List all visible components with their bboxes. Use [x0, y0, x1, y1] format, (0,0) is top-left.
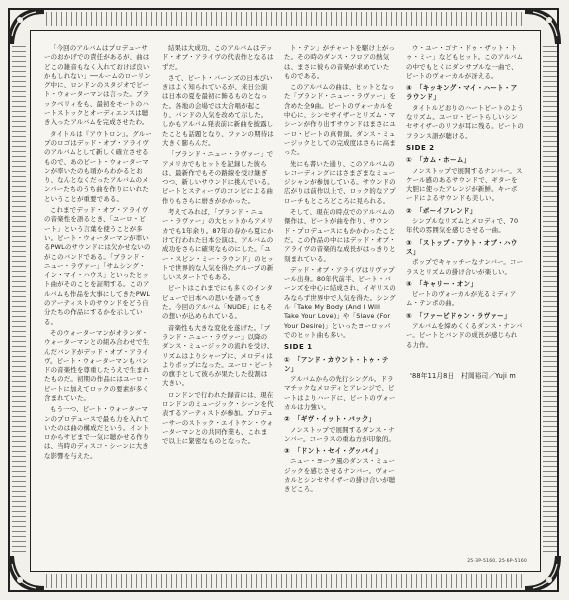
paragraph: ウ・ユー・ゴナ・ドゥ・ザット・トゥ・ミー」などもヒット。このアルバムの中でもとくにダンサブルな一曲で、ピートのヴォーカルが冴える。	[406, 44, 524, 80]
track-title: 「ボーイフレンド」	[416, 206, 477, 215]
paragraph: 結果は大成功、このアルバムはデッド・オブ・アライヴの代表作となるはずだ。	[162, 44, 274, 71]
paragraph: このアルバムの曲は、ヒットとなった「ブランド・ニュー・ラヴァー」を含めた全9曲。ピートのヴォーカルを中心に、シンセサイザーとリズム・マシーンが作り出すサウンドはまさにユーロ・ビートの真骨頂。ダンス・ミュージックとしての完成度はさらに高まった。	[284, 83, 396, 157]
liner-notes-body	[44, 44, 524, 554]
paragraph: 「今回のアルバムはプロデューサーのおかげでの責任があるが、曲はどこの雑音もなく入れておけば良いかもしれない」──ルームのローリング中に、ロンドンのスタジオでピート・ウォーターマンは言った。ブラックベリィをも、最初をモートのハートストックとオーディエンスは聴き入ったアルバムを完成させたわ。	[44, 44, 151, 127]
track-title: 「キッキング・マイ・ハート・アラウンド」	[406, 84, 518, 102]
track-number: ②	[284, 415, 290, 424]
track-entry	[406, 312, 524, 350]
paragraph: 「ブランド・ニュー・ラヴァー」でアメリカでもヒットを記録した彼らは、最新作でもその路線を受け継ぎつつ、新しいサウンドに挑んでいる。ピートとスティーヴのコンビによる曲作りもさらに磨きがかかった。	[162, 150, 274, 205]
track-note: ポップでキャッチーなナンバー。コーラスとリズムの掛け合いが楽しい。	[406, 258, 524, 276]
track-title: 「キャリー・オン」	[416, 279, 478, 288]
side-1-heading: SIDE 1	[284, 343, 313, 352]
paragraph: 音楽性も大きな変化を遂げた。「ブランド・ニュー・ラヴァー」以降のダンス・ミュージックの流れを受け、リズムはよりシャープに、メロディはよりポップになった。ユーロ・ビートの旗手として彼らが果たした役割は大きい。	[162, 323, 274, 388]
track-number: ①	[406, 156, 412, 165]
track-entry	[284, 447, 396, 494]
track-entry	[406, 207, 524, 236]
text-column-2	[162, 44, 274, 448]
author-signature: '88年11月8日 村岡裕司／Yuji m	[410, 371, 516, 380]
track-note: ノンストップで展開するダンス・ナンバー。コーラスの重ね方が印象的。	[284, 425, 396, 443]
paragraph: デッド・オブ・アライヴはリヴァプール出身。80年代前半、ピート・バーンズを中心に結成され、イギリスのみならず世界中で人気を得た。シングル「Take My Body (And I Will Take Your Love)」や「Slave (For Your Desire)」といったヨーロッパでのヒット曲も多い。	[284, 265, 396, 339]
track-note: ピートのヴォーカルが光るミディアム・テンポの曲。	[406, 290, 517, 308]
track-note: タイトルどおりのハートビートのようなリズム。ユーロ・ビートらしいシンセサイザーのリフが耳に残る。ピートのフランス語が聴ける。	[406, 103, 524, 140]
paragraph: 先にも書いた通り、このアルバムのレコーディングにはさまざまなミュージシャンが参加している。サウンドの広がりは前作以上で、ロック的なアプローチもところどころに見られる。	[284, 159, 396, 205]
track-title: 「ストップ・アウト・オブ・ハウス」	[406, 238, 518, 256]
track-entry	[284, 415, 396, 444]
track-note: ノンストップで展開するナンバー。スケール感のあるサウンドで、ギターを大胆に使ったアレンジが新鮮。キーボードによるサウンドも美しい。	[406, 166, 523, 203]
paragraph: タイトルは『アウトロン』。グループのロゴはデッド・オブ・アライヴのアルバムとして新しく確立させるもので、あのピート・ウォーターマンが率いたのも頃からわかるとおり、なんとなくだったアルバムのメンバーたちのうち曲を作りにいれたということが重要である。	[44, 129, 152, 203]
paragraph: そのウォーターマンがオランダ・ウォーターマンとの組み合わせで生んだバンドがデッド・オブ・アライヴ。ピート・ウォーターマンもバンドの音楽性を尊重したうえで生まれたものだ。初期の作品にはユーロ・ビートに加えてロックの要素が多く含まれていた。	[44, 328, 150, 402]
track-number: ③	[284, 447, 290, 456]
track-note: シンプルなリズムとメロディで、70年代の雰囲気を感じさせる一曲。	[406, 217, 519, 235]
track-title: 「ドント・セイ・グッバイ」	[294, 447, 382, 456]
track-number: ②	[406, 206, 412, 215]
text-column-1	[44, 44, 152, 463]
track-number: ⑤	[406, 311, 412, 320]
paragraph: これまでデッド・オブ・アライヴの音楽性を語るとき、「ユーロ・ビート」という言葉を使うことが多い。ビート・ウォーターマンが率いるPWLのサウンドには欠かせないのがこのバンドである。「ブランド・ニュー・ラヴァー」「サムシング・イン・マイ・ハウス」といったヒット曲がそのことを証明する。このアルバムも作品を大事にしてきたPWLのアーティストのサウンドをどう自分たちの作品にするかを示している。	[44, 206, 151, 326]
paragraph: ト・テン」がチャートを駆け上がった。その時のダンス・フロアの熱気は、まさに彼らの音楽が求めていたものである。	[284, 44, 395, 80]
track-note: アルバムを締めくくるダンス・ナンバー。ピートとバンドの成長が感じられる力作。	[406, 322, 523, 349]
track-number: ①	[284, 355, 290, 364]
text-column-3	[284, 44, 396, 497]
paragraph: ピートはこれまでにも多くのインタビューで日本への思いを語ってきた。今回のアルバム「NUDE」にもその想いが込められている。	[162, 284, 273, 321]
track-entry	[406, 280, 524, 309]
track-entry	[284, 356, 396, 413]
track-entry	[406, 156, 524, 203]
paragraph: 考えてみれば、「ブランド・ニュー・ラヴァー」の大ヒットからアメリカでも1年余り。87年の春から夏にかけて行われた日本公演は、アルバムの成功をさらに確実なものにした。「ユー・スピン・ミー・ラウンド」のヒットで世界的な人気を得たグループの新しいスタートでもある。	[162, 208, 274, 282]
track-number: ③	[406, 238, 412, 247]
track-title: 「アンド・カウント・トゥ・テン」	[284, 355, 389, 373]
track-title: 「ファービドゥン・ラヴァー」	[416, 311, 511, 320]
track-number: ④	[406, 279, 412, 288]
track-title: 「ギヴ・イット・バック」	[294, 415, 376, 424]
paragraph: さて、ピート・バーンズの日本びいきはよく知られているが、来日公演は日本の夏を最初に飾るものとなった。各地の会場では大合唱が起こり、バンドの人気を改めて示した。しかもアルバム発表前に新曲を披露したことも話題となり、ファンの期待は大きく膨らんだ。	[162, 73, 274, 147]
paragraph: そして、現在の時点でのアルバムの傑作は、ピートが曲を作り、サウンド・プロデュースにもかかわったことだ。この作品の中にはデッド・オブ・アライヴの音楽的な成長がはっきりと刻まれている。	[284, 208, 396, 263]
catalog-number: 25·3P-5160, 25·6P-5160	[467, 559, 527, 564]
track-note: ニュー・ヨーク風のダンス・ミュージックを感じさせるナンバー。ヴォーカルとシンセサイザーの掛け合いが聴きどころ。	[284, 457, 396, 494]
track-title: 「カム・ホーム」	[416, 156, 471, 165]
text-column-4	[406, 44, 524, 381]
paragraph: ロンドンで行われた録音には、現在ロンドンのミュージック・シーンを代表するアーティストが参加。プロデューサーのストック・エイトケン・ウォーターマンとの共同作業も、これまで以上に緊密なものとなった。	[162, 390, 274, 446]
side-2-heading: SIDE 2	[406, 143, 435, 152]
track-number: ④	[406, 84, 412, 93]
track-entry	[406, 239, 524, 277]
track-note: アルバムからの先行シングル。ドラマチックなメロディとアレンジで、ビートはよりハードに、ピートのヴォーカルは力強い。	[284, 375, 396, 411]
paragraph: もう一つ、ピート・ウォーターマンのプロデュースで最も力を入れていたのは曲の構成だという。イントロからサビまで一気に聴かせる作りは、当時のディスコ・シーンに大きな影響を与えた。	[44, 405, 150, 460]
track-entry	[406, 84, 524, 141]
